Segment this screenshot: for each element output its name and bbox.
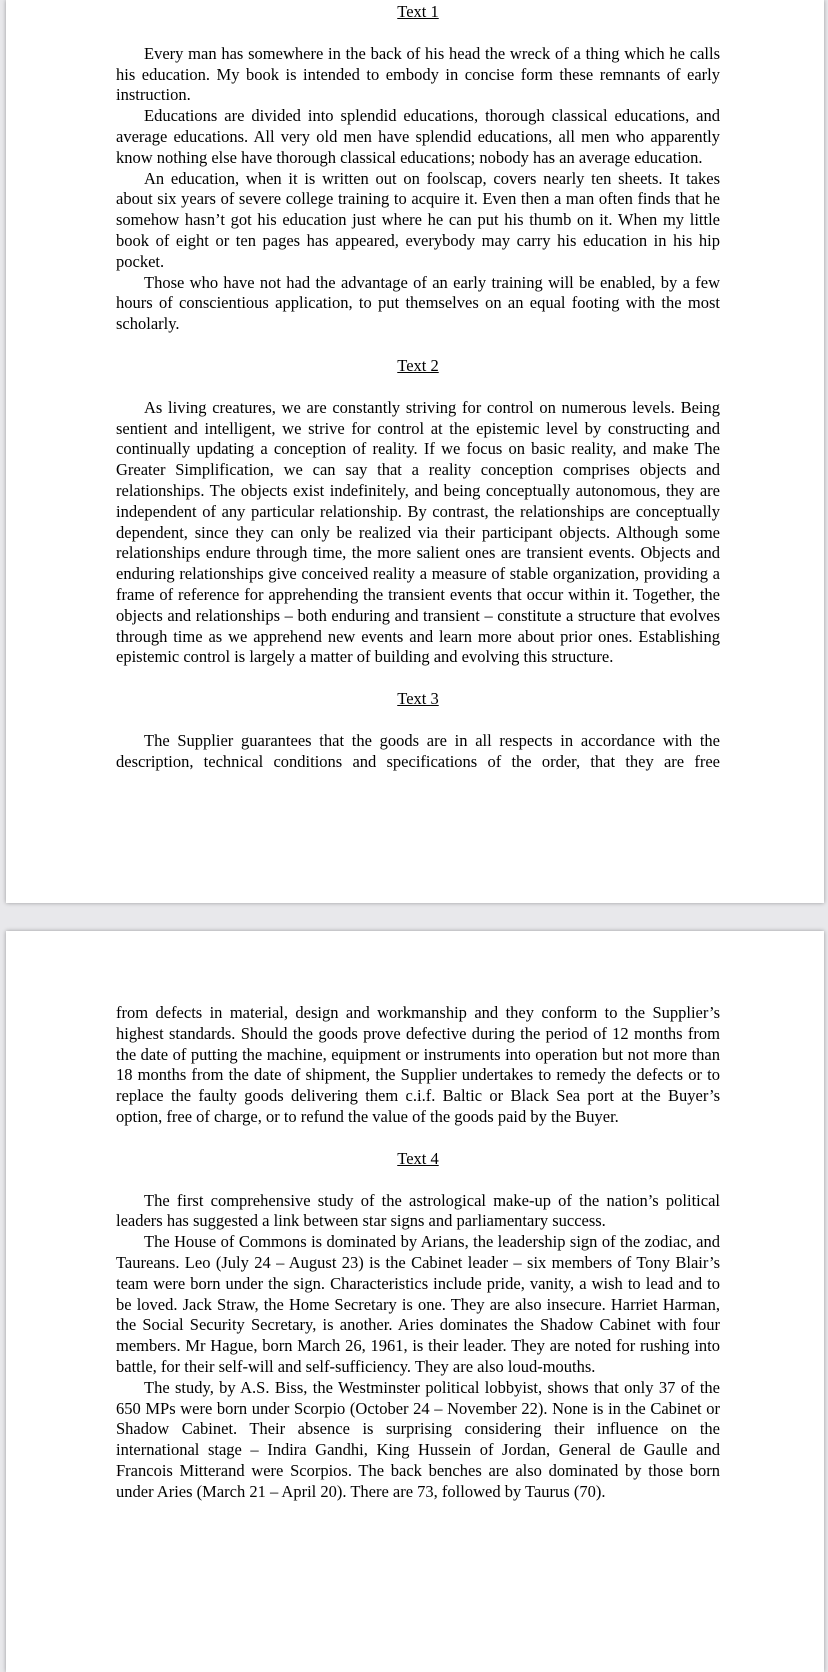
section-title-text-1: Text 1: [397, 2, 439, 21]
paragraph: The study, by A.S. Biss, the Westminster political lobbyist, shows that only 37 of the 650 MPs were born under Scorpio (October 24 – November 22). None is in the Cabinet or Shadow Cabinet. Their absence is surprising considering their influence on the international stage – Indira Gandhi, King Hussein of Jordan, General de Gaulle and Francois Mitterand were Scorpios. The back benches are also dominated by those born under Aries (March 21 – April 20). There are 73, followed by Taurus (70).: [116, 1377, 720, 1501]
section-text-4: [116, 1149, 720, 1503]
paragraph: Every man has somewhere in the back of his head the wreck of a thing which he calls his education. My book is intended to embody in concise form these remnants of early instruction.: [116, 43, 720, 105]
section-title-text-2: Text 2: [397, 355, 439, 375]
paragraph: The House of Commons is dominated by Arians, the leadership sign of the zodiac, and Taureans. Leo (July 24 – August 23) is the Cabinet leader – six members of Tony Blair’s team were born under the sign. Characteristics include pride, vanity, a wish to lead and to be loved. Jack Straw, the Home Secretary is one. They are also insecure. Harriet Harman, the Social Security Secretary, is another. Aries dominates the Shadow Cabinet with four members. Mr Hague, born March 26, 1961, is their leader. They are noted for rushing into battle, for their self-will and self-sufficiency. They are also loud-mouths.: [116, 1232, 720, 1376]
paragraph: Educations are divided into splendid educations, thorough classical educations, and average educations. All very old men have splendid educations, all men who apparently know nothing else have thorough classical educations; nobody has an average education.: [116, 106, 720, 167]
paragraph: An education, when it is written out on foolscap, covers nearly ten sheets. It takes about six years of severe college training to acquire it. Even then a man often finds that he somehow hasn’t got his education just where he can put his thumb on it. When my little book of eight or ten pages has appeared, everybody may carry his education in his hip pocket.: [116, 168, 720, 271]
section-text-3: [116, 689, 720, 772]
paragraph-continuation: from defects in material, design and workmanship and they conform to the Supplier’s highest standards. Should the goods prove defective during the period of 12 months from the date of putting the machine, equipment or instruments into operation but not more than 18 months from the date of shipment, the Supplier undertakes to remedy the defects or to replace the faulty goods delivering them c.i.f. Baltic or Black Sea port at the Buyer’s option, free of charge, or to refund the value of the goods paid by the Buyer.: [116, 1003, 720, 1126]
section-text-2: [116, 356, 720, 668]
section-text-1: [116, 2, 720, 335]
paragraph: The first comprehensive study of the astrological make-up of the nation’s political leaders has suggested a link between star signs and parliamentary success.: [116, 1190, 720, 1231]
document-page-2: [6, 931, 824, 1672]
document-page-1: [6, 0, 824, 903]
paragraph: Those who have not had the advantage of an early training will be enabled, by a few hours of conscientious application, to put themselves on an equal footing with the most scholarly.: [116, 272, 720, 334]
paragraph: As living creatures, we are constantly striving for control on numerous levels. Being sentient and intelligent, we strive for control at the epistemic level by constructing and continually updating a conception of reality. If we focus on basic reality, and make The Greater Simplification, we can say that a reality conception comprises objects and relationships. The objects exist indefinitely, and being conceptually autonomous, they are independent of any particular relationship. By contrast, the relationships are conceptually dependent, since they can only be realized via their participant objects. Although some relationships endure through time, the more salient ones are transient events. Objects and enduring relationships give conceived reality a measure of stable organization, providing a frame of reference for apprehending the transient events that occur within it. Together, the objects and relationships – both enduring and transient – constitute a structure that evolves through time as we apprehend new events and learn more about prior ones. Establishing epistemic control is largely a matter of building and evolving this structure.: [116, 397, 720, 667]
paragraph: The Supplier guarantees that the goods are in all respects in accordance with the description, technical conditions and specifications of the order, that they are free: [116, 730, 720, 771]
section-title-text-3: Text 3: [397, 689, 439, 709]
section-title-text-4: Text 4: [397, 1148, 439, 1168]
